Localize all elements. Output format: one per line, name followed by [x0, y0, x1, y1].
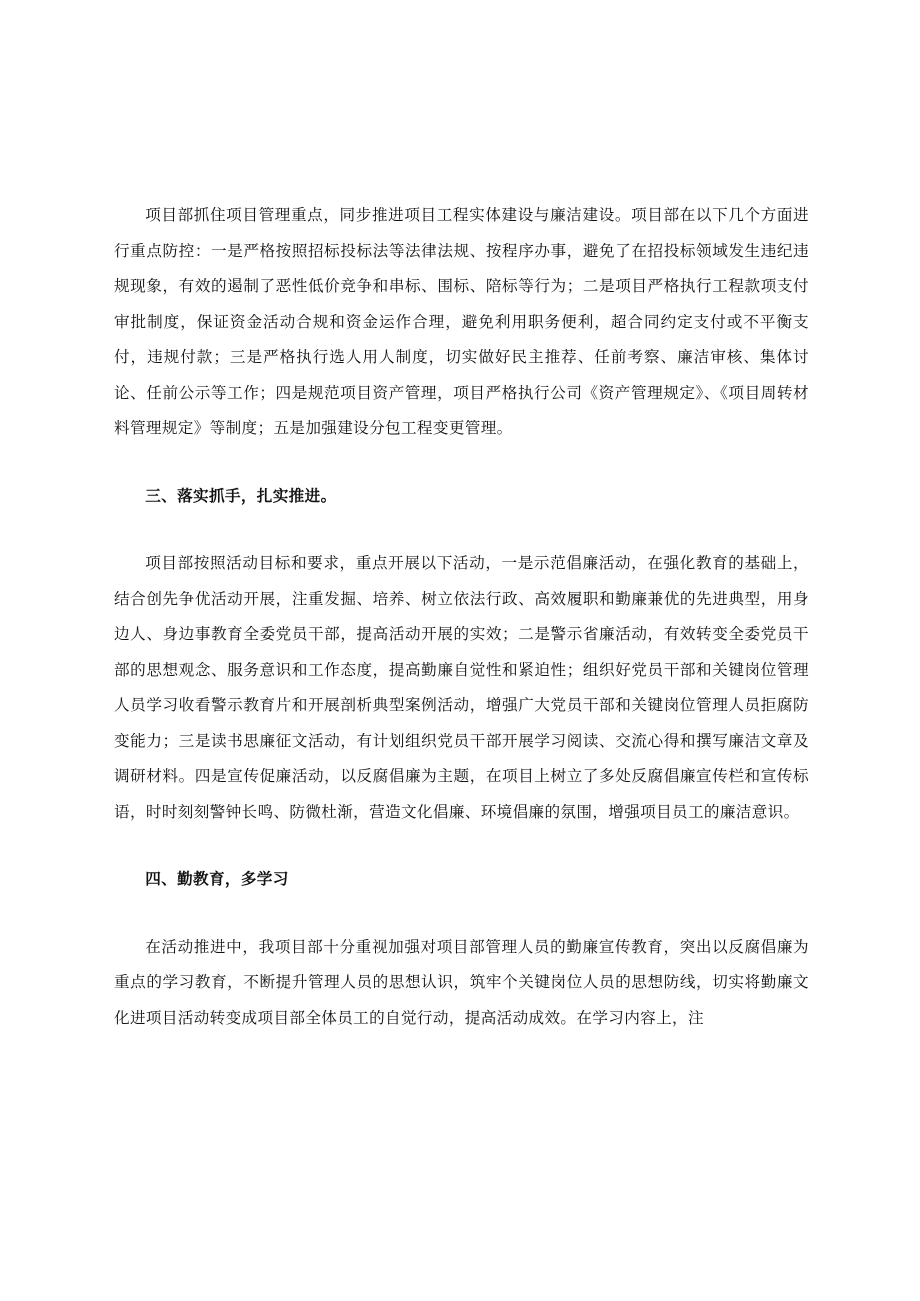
paragraph-project-risk-control: 项目部抓住项目管理重点，同步推进项目工程实体建设与廉洁建设。项目部在以下几个方面进行重点防控：一是严格按照招标投标法等法律法规、按程序办事，避免了在招投标领域发生违纪违规现象，有效的遏制了恶性低价竞争和串标、围标、陪标等行为；二是项目严格执行工程款项支付审批制度，保证资金活动合规和资金运作合理，避免利用职务便利，超合同约定支付或不平衡支付，违规付款；三是严格执行选人用人制度，切实做好民主推荐、任前考察、廉洁审核、集体讨论、任前公示等工作；四是规范项目资产管理，项目严格执行公司《资产管理规定》、《项目周转材料管理规定》等制度；五是加强建设分包工程变更管理。 [114, 206, 809, 437]
section-heading-4: 四、勤教育，多学习 [145, 870, 289, 888]
document-body [114, 198, 809, 1036]
paragraph-integrity-activities: 项目部按照活动目标和要求，重点开展以下活动，一是示范倡廉活动，在强化教育的基础上，结合创先争优活动开展，注重发掘、培养、树立依法行政、高效履职和勤廉兼优的先进典型，用身边人、身边事教育全委党员干部，提高活动开展的实效；二是警示省廉活动，有效转变全委党员干部的思想观念、服务意识和工作态度，提高勤廉自觉性和紧迫性；组织好党员干部和关键岗位管理人员学习收看警示教育片和开展剖析典型案例活动，增强广大党员干部和关键岗位管理人员拒腐防变能力；三是读书思廉征文活动，有计划组织党员干部开展学习阅读、交流心得和撰写廉洁文章及调研材料。四是宣传促廉活动，以反腐倡廉为主题，在项目上树立了多处反腐倡廉宣传栏和宣传标语，时时刻刻警钟长鸣、防微杜渐，营造文化倡廉、环境倡廉的氛围，增强项目员工的廉洁意识。 [114, 554, 809, 821]
paragraph-education-learning: 在活动推进中，我项目部十分重视加强对项目部管理人员的勤廉宣传教育，突出以反腐倡廉为重点的学习教育，不断提升管理人员的思想认识，筑牢个关键岗位人员的思想防线，切实将勤廉文化进项目活动转变成项目部全体员工的自觉行动，提高活动成效。在学习内容上，注 [114, 937, 809, 1027]
section-heading-3: 三、落实抓手，扎实推进。 [145, 486, 337, 505]
